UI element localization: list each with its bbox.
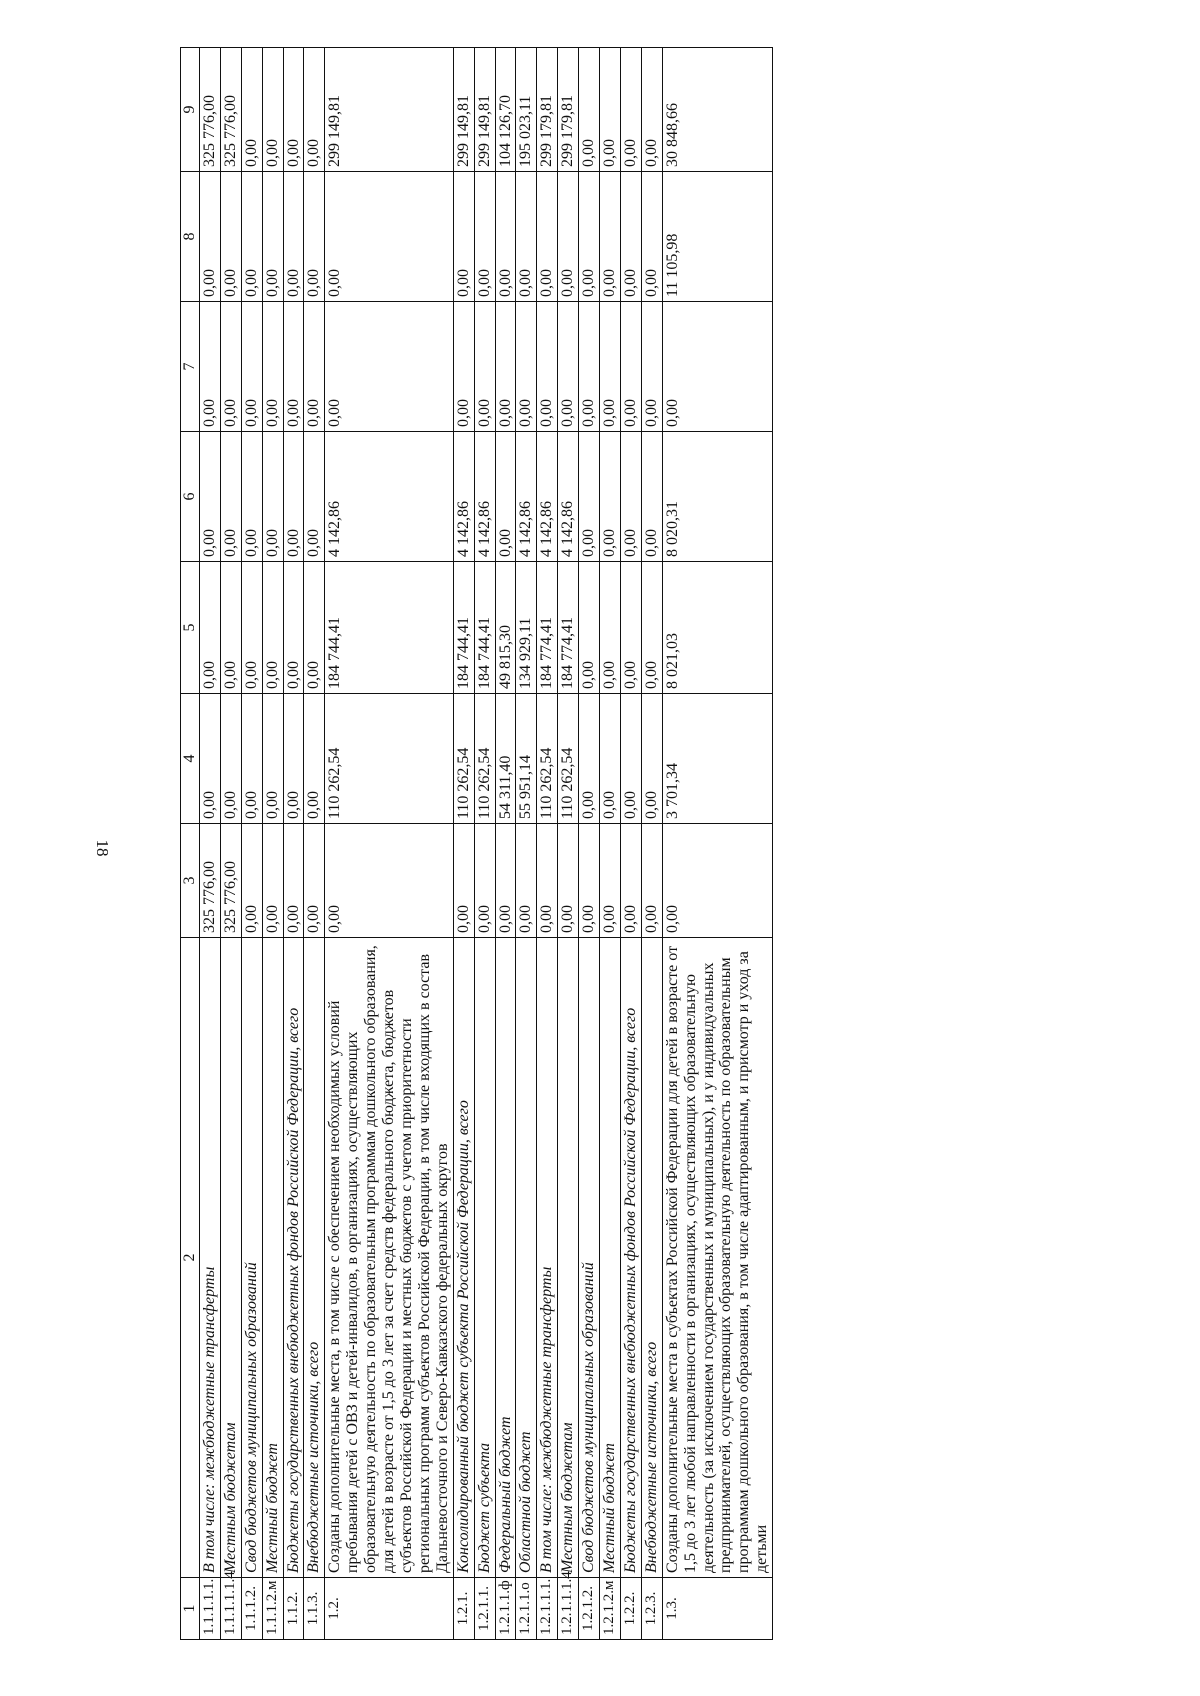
table-row (662, 48, 772, 1640)
value-col-8: 0,00 (262, 172, 283, 302)
column-header: 5 (181, 562, 200, 694)
row-description: Свод бюджетов муниципальных образований (579, 938, 600, 1578)
value-col-8: 0,00 (325, 172, 453, 302)
value-col-9: 104 126,70 (495, 48, 516, 172)
row-code: 1.2.1.1.о (516, 1578, 537, 1640)
value-col-3: 0,00 (495, 824, 516, 938)
table-row (199, 48, 220, 1640)
value-col-3: 0,00 (283, 824, 304, 938)
value-col-5: 0,00 (641, 562, 662, 694)
row-description: Созданы дополнительные места в субъектах Российской Федерации для детей в возрасте от 1,5 до 3 лет любой направленности в организациях, осуществляющих образовательную деятельность (за исключением государственных и муниципальных), и у индивидуальных предпринимателей, осуществляющих образовательную деятельность по образовательным программам дошкольного образования, в том числе адаптированным, и присмотр и уход за детьми (662, 938, 772, 1578)
row-description: Свод бюджетов муниципальных образований (241, 938, 262, 1578)
row-description: Местный бюджет (262, 938, 283, 1578)
value-col-7: 0,00 (579, 302, 600, 432)
value-col-3: 0,00 (558, 824, 579, 938)
value-col-4: 0,00 (304, 694, 325, 824)
value-col-5: 184 774,41 (537, 562, 558, 694)
value-col-7: 0,00 (453, 302, 474, 432)
value-col-6: 0,00 (641, 432, 662, 562)
row-description: Внебюджетные источники, всего (304, 938, 325, 1578)
page-number: 18 (93, 839, 112, 857)
table-row (220, 48, 241, 1640)
value-col-5: 0,00 (241, 562, 262, 694)
value-col-7: 0,00 (262, 302, 283, 432)
row-description: Внебюджетные источники, всего (641, 938, 662, 1578)
row-description: Бюджеты государственных внебюджетных фондов Российской Федерации, всего (283, 938, 304, 1578)
table-body (199, 48, 772, 1640)
value-col-9: 0,00 (262, 48, 283, 172)
row-description: Местным бюджетам (558, 938, 579, 1578)
value-col-8: 0,00 (600, 172, 621, 302)
value-col-8: 0,00 (620, 172, 641, 302)
row-code: 1.1.1.2.м (262, 1578, 283, 1640)
row-description: Местный бюджет (600, 938, 621, 1578)
value-col-6: 0,00 (241, 432, 262, 562)
row-code: 1.2.1.2.м (600, 1578, 621, 1640)
value-col-6: 0,00 (495, 432, 516, 562)
value-col-9: 0,00 (241, 48, 262, 172)
value-col-8: 0,00 (537, 172, 558, 302)
row-code: 1.2. (325, 1578, 453, 1640)
value-col-6: 4 142,86 (453, 432, 474, 562)
value-col-3: 325 776,00 (199, 824, 220, 938)
row-code: 1.1.2. (283, 1578, 304, 1640)
value-col-9: 299 149,81 (325, 48, 453, 172)
row-description: В том числе: межбюджетные трансферты (537, 938, 558, 1578)
value-col-7: 0,00 (558, 302, 579, 432)
row-code: 1.1.1.1.1. (199, 1578, 220, 1640)
value-col-6: 0,00 (199, 432, 220, 562)
value-col-9: 299 179,81 (558, 48, 579, 172)
table-row (453, 48, 474, 1640)
value-col-8: 0,00 (199, 172, 220, 302)
value-col-3: 0,00 (262, 824, 283, 938)
value-col-8: 0,00 (220, 172, 241, 302)
value-col-6: 0,00 (600, 432, 621, 562)
value-col-7: 0,00 (283, 302, 304, 432)
value-col-6: 0,00 (304, 432, 325, 562)
value-col-3: 0,00 (325, 824, 453, 938)
value-col-5: 49 815,30 (495, 562, 516, 694)
row-code: 1.2.1.2. (579, 1578, 600, 1640)
value-col-5: 8 021,03 (662, 562, 772, 694)
value-col-4: 0,00 (262, 694, 283, 824)
value-col-6: 0,00 (220, 432, 241, 562)
column-header: 3 (181, 824, 200, 938)
value-col-6: 0,00 (620, 432, 641, 562)
table-row (600, 48, 621, 1640)
value-col-8: 0,00 (283, 172, 304, 302)
value-col-9: 0,00 (641, 48, 662, 172)
value-col-8: 0,00 (579, 172, 600, 302)
value-col-9: 0,00 (283, 48, 304, 172)
table-row (579, 48, 600, 1640)
column-header: 1 (181, 1578, 200, 1640)
value-col-8: 11 105,98 (662, 172, 772, 302)
row-description: Созданы дополнительные места, в том числе с обеспечением необходимых условий пребывания детей с ОВЗ и детей-инвалидов, в организациях, осуществляющих образовательную деятельность по образовательным программам дошкольного образования, для детей в возрасте от 1,5 до 3 лет за счет средств федерального бюджета, бюджетов субъектов Российской Федерации и местных бюджетов с учетом приоритетности региональных программ субъектов Российской Федерации, в том числе входящих в состав Дальневосточного и Северо-Кавказского федеральных округов (325, 938, 453, 1578)
value-col-3: 0,00 (304, 824, 325, 938)
column-header: 2 (181, 938, 200, 1578)
value-col-3: 0,00 (453, 824, 474, 938)
row-code: 1.2.3. (641, 1578, 662, 1640)
table-row (304, 48, 325, 1640)
table-row (495, 48, 516, 1640)
value-col-3: 0,00 (241, 824, 262, 938)
value-col-7: 0,00 (662, 302, 772, 432)
value-col-8: 0,00 (453, 172, 474, 302)
value-col-4: 110 262,54 (453, 694, 474, 824)
value-col-3: 0,00 (641, 824, 662, 938)
value-col-6: 4 142,86 (325, 432, 453, 562)
value-col-6: 8 020,31 (662, 432, 772, 562)
value-col-9: 299 149,81 (474, 48, 495, 172)
value-col-9: 195 023,11 (516, 48, 537, 172)
value-col-6: 0,00 (262, 432, 283, 562)
value-col-4: 110 262,54 (325, 694, 453, 824)
table-row (558, 48, 579, 1640)
value-col-5: 184 774,41 (558, 562, 579, 694)
value-col-7: 0,00 (304, 302, 325, 432)
value-col-7: 0,00 (516, 302, 537, 432)
column-number-row (181, 48, 200, 1640)
row-code: 1.1.1.2. (241, 1578, 262, 1640)
value-col-9: 30 848,66 (662, 48, 772, 172)
value-col-4: 0,00 (283, 694, 304, 824)
value-col-4: 0,00 (600, 694, 621, 824)
row-code: 1.2.1.1.ф (495, 1578, 516, 1640)
value-col-8: 0,00 (474, 172, 495, 302)
value-col-6: 0,00 (283, 432, 304, 562)
value-col-9: 0,00 (304, 48, 325, 172)
table-row (641, 48, 662, 1640)
row-description: Федеральный бюджет (495, 938, 516, 1578)
value-col-6: 4 142,86 (537, 432, 558, 562)
row-description: В том числе: межбюджетные трансферты (199, 938, 220, 1578)
value-col-5: 0,00 (283, 562, 304, 694)
value-col-8: 0,00 (641, 172, 662, 302)
value-col-5: 184 744,41 (453, 562, 474, 694)
column-header: 9 (181, 48, 200, 172)
value-col-3: 0,00 (600, 824, 621, 938)
row-description: Местным бюджетам (220, 938, 241, 1578)
value-col-8: 0,00 (558, 172, 579, 302)
value-col-3: 0,00 (662, 824, 772, 938)
value-col-7: 0,00 (241, 302, 262, 432)
value-col-5: 134 929,11 (516, 562, 537, 694)
value-col-5: 0,00 (262, 562, 283, 694)
value-col-7: 0,00 (325, 302, 453, 432)
column-header: 4 (181, 694, 200, 824)
value-col-4: 54 311,40 (495, 694, 516, 824)
value-col-7: 0,00 (495, 302, 516, 432)
row-description: Областной бюджет (516, 938, 537, 1578)
row-code: 1.2.2. (620, 1578, 641, 1640)
value-col-9: 0,00 (600, 48, 621, 172)
value-col-7: 0,00 (620, 302, 641, 432)
value-col-3: 0,00 (474, 824, 495, 938)
value-col-9: 0,00 (579, 48, 600, 172)
row-description: Консолидированный бюджет субъекта Российской Федерации, всего (453, 938, 474, 1578)
row-code: 1.1.1.1.1.4 (220, 1578, 241, 1640)
row-code: 1.1.3. (304, 1578, 325, 1640)
value-col-5: 184 744,41 (325, 562, 453, 694)
value-col-7: 0,00 (474, 302, 495, 432)
value-col-6: 4 142,86 (516, 432, 537, 562)
value-col-5: 0,00 (199, 562, 220, 694)
value-col-4: 0,00 (241, 694, 262, 824)
value-col-4: 0,00 (620, 694, 641, 824)
row-code: 1.3. (662, 1578, 772, 1640)
value-col-9: 299 179,81 (537, 48, 558, 172)
row-code: 1.2.1. (453, 1578, 474, 1640)
value-col-5: 184 744,41 (474, 562, 495, 694)
row-code: 1.2.1.1.1.4 (558, 1578, 579, 1640)
value-col-5: 0,00 (220, 562, 241, 694)
value-col-4: 0,00 (641, 694, 662, 824)
row-code: 1.2.1.1.1. (537, 1578, 558, 1640)
value-col-7: 0,00 (220, 302, 241, 432)
table-row (241, 48, 262, 1640)
value-col-3: 0,00 (620, 824, 641, 938)
value-col-7: 0,00 (537, 302, 558, 432)
column-header: 8 (181, 172, 200, 302)
row-code: 1.2.1.1. (474, 1578, 495, 1640)
value-col-7: 0,00 (600, 302, 621, 432)
value-col-6: 0,00 (579, 432, 600, 562)
value-col-4: 110 262,54 (558, 694, 579, 824)
value-col-8: 0,00 (304, 172, 325, 302)
table-row (620, 48, 641, 1640)
table-row (516, 48, 537, 1640)
value-col-3: 0,00 (579, 824, 600, 938)
value-col-8: 0,00 (495, 172, 516, 302)
row-description: Бюджет субъекта (474, 938, 495, 1578)
table-row (325, 48, 453, 1640)
value-col-9: 325 776,00 (220, 48, 241, 172)
value-col-3: 0,00 (537, 824, 558, 938)
value-col-4: 110 262,54 (537, 694, 558, 824)
rotated-document (180, 48, 1060, 1640)
value-col-3: 0,00 (516, 824, 537, 938)
value-col-8: 0,00 (241, 172, 262, 302)
value-col-9: 299 149,81 (453, 48, 474, 172)
value-col-3: 325 776,00 (220, 824, 241, 938)
value-col-8: 0,00 (516, 172, 537, 302)
value-col-5: 0,00 (600, 562, 621, 694)
value-col-5: 0,00 (304, 562, 325, 694)
value-col-4: 0,00 (199, 694, 220, 824)
value-col-9: 325 776,00 (199, 48, 220, 172)
table-row (283, 48, 304, 1640)
value-col-6: 4 142,86 (474, 432, 495, 562)
table-row (262, 48, 283, 1640)
value-col-7: 0,00 (199, 302, 220, 432)
value-col-6: 4 142,86 (558, 432, 579, 562)
value-col-4: 55 951,14 (516, 694, 537, 824)
value-col-4: 110 262,54 (474, 694, 495, 824)
column-header: 7 (181, 302, 200, 432)
column-header: 6 (181, 432, 200, 562)
value-col-5: 0,00 (579, 562, 600, 694)
row-description: Бюджеты государственных внебюджетных фондов Российской Федерации, всего (620, 938, 641, 1578)
value-col-4: 0,00 (220, 694, 241, 824)
table-row (474, 48, 495, 1640)
table-row (537, 48, 558, 1640)
value-col-5: 0,00 (620, 562, 641, 694)
value-col-9: 0,00 (620, 48, 641, 172)
value-col-7: 0,00 (641, 302, 662, 432)
value-col-4: 0,00 (579, 694, 600, 824)
budget-table (180, 47, 773, 1640)
value-col-4: 3 701,34 (662, 694, 772, 824)
